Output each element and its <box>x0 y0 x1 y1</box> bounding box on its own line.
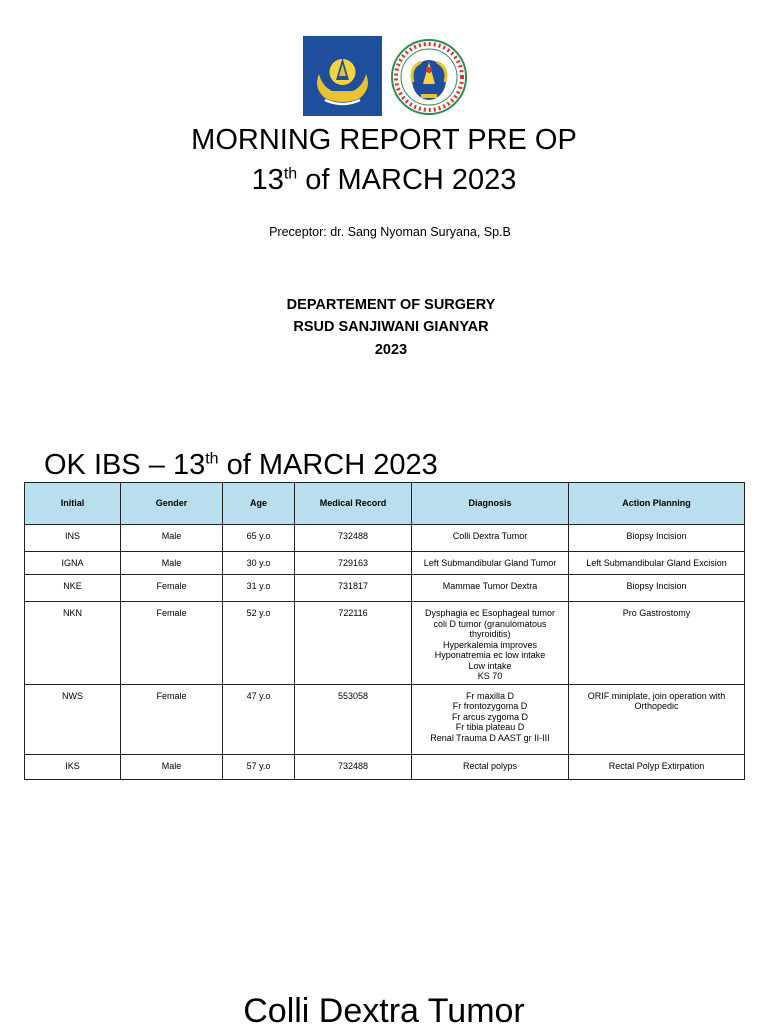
cell-initial: IGNA <box>25 552 121 575</box>
cell-age: 52 y.o <box>223 602 295 685</box>
column-header-action-planning: Action Planning <box>569 483 745 525</box>
column-header-medical-record: Medical Record <box>295 483 412 525</box>
cell-action: ORIF miniplate, join operation with Orthopedic <box>569 684 745 754</box>
cell-diagnosis <box>412 525 569 552</box>
diagnosis-line: KS 70 <box>477 671 503 681</box>
section-title-suffix: th <box>205 450 219 468</box>
report-title: MORNING REPORT PRE OP <box>191 124 577 156</box>
cell-action: Biopsy Incision <box>569 525 745 552</box>
cell-action: Rectal Polyp Extirpation <box>569 754 745 779</box>
preceptor-line: Preceptor: dr. Sang Nyoman Suryana, Sp.B <box>269 225 511 239</box>
diagnosis-line: Colli Dextra Tumor <box>452 531 528 541</box>
report-date-day: 13 <box>251 164 284 196</box>
table-header-row <box>25 483 745 525</box>
cell-gender: Female <box>121 602 223 685</box>
table-row <box>25 754 745 779</box>
cell-diagnosis <box>412 754 569 779</box>
cell-medical-record: 729163 <box>295 552 412 575</box>
cell-gender: Male <box>121 754 223 779</box>
logo-bar <box>0 36 768 118</box>
diagnosis-line: Fr frontozygoma D <box>452 701 528 711</box>
table-row <box>25 525 745 552</box>
table-row <box>25 552 745 575</box>
section-title-rest: of MARCH 2023 <box>218 449 438 481</box>
cell-action: Pro Gastrostomy <box>569 602 745 685</box>
diagnosis-line: Left Submandibular Gland Tumor <box>423 558 557 568</box>
diagnosis-line: coli D tumor (granulomatous <box>433 618 547 629</box>
diagnosis-line: Fr maxilla D <box>465 690 514 701</box>
column-header-age: Age <box>223 483 295 525</box>
cell-age: 30 y.o <box>223 552 295 575</box>
cell-age: 57 y.o <box>223 754 295 779</box>
diagnosis-line: Dysphagia ec Esophageal tumor <box>424 608 556 618</box>
department-name: DEPARTEMENT OF SURGERY <box>286 297 496 313</box>
report-date <box>0 162 768 198</box>
cell-initial: IKS <box>25 754 121 779</box>
hospital-name: RSUD SANJIWANI GIANYAR <box>293 319 489 335</box>
diagnosis-line: Hyponatremia ec low intake <box>434 650 546 660</box>
cell-age: 65 y.o <box>223 525 295 552</box>
diagnosis-line: Low intake <box>468 660 512 671</box>
cell-gender: Male <box>121 525 223 552</box>
report-date-suffix: th <box>283 165 298 183</box>
universitas-warmadewa-logo <box>387 36 471 118</box>
cell-gender: Female <box>121 684 223 754</box>
cell-initial: NKE <box>25 575 121 602</box>
cell-diagnosis <box>412 684 569 754</box>
cell-age: 47 y.o <box>223 684 295 754</box>
cell-action: Biopsy Incision <box>569 575 745 602</box>
section-title <box>44 447 438 483</box>
table-row <box>25 575 745 602</box>
diagnosis-line: Rectal polyps <box>462 760 518 771</box>
cell-medical-record: 731817 <box>295 575 412 602</box>
diagnosis-line: Fr arcus zygoma D <box>451 711 529 722</box>
column-header-diagnosis: Diagnosis <box>412 483 569 525</box>
cell-medical-record: 732488 <box>295 754 412 779</box>
section-title-prefix: OK IBS – 13 <box>44 449 206 481</box>
diagnosis-line: Fr tibia plateau D <box>455 722 525 732</box>
table-row <box>25 602 745 685</box>
cell-action: Left Submandibular Gland Excision <box>569 552 745 575</box>
patient-table <box>24 482 745 780</box>
cell-medical-record: 722116 <box>295 602 412 685</box>
department-year: 2023 <box>374 342 408 358</box>
column-header-initial: Initial <box>25 483 121 525</box>
government-emblem-logo <box>303 36 382 116</box>
cell-medical-record: 553058 <box>295 684 412 754</box>
cell-medical-record: 732488 <box>295 525 412 552</box>
table-row <box>25 684 745 754</box>
cell-diagnosis <box>412 575 569 602</box>
diagnosis-line: Hyperkalemia improves <box>442 639 538 650</box>
report-date-month-year: of MARCH 2023 <box>297 164 517 196</box>
cell-initial: NKN <box>25 602 121 685</box>
diagnosis-line: Renal Trauma D AAST gr II-III <box>430 732 550 743</box>
cell-initial: NWS <box>25 684 121 754</box>
cell-initial: INS <box>25 525 121 552</box>
next-slide-title: Colli Dextra Tumor <box>243 992 525 1030</box>
cell-diagnosis <box>412 552 569 575</box>
diagnosis-line: Mammae Tumor Dextra <box>442 581 538 591</box>
cell-gender: Male <box>121 552 223 575</box>
cell-age: 31 y.o <box>223 575 295 602</box>
column-header-gender: Gender <box>121 483 223 525</box>
cell-diagnosis <box>412 602 569 685</box>
diagnosis-line: thyroiditis) <box>469 629 511 639</box>
cell-gender: Female <box>121 575 223 602</box>
